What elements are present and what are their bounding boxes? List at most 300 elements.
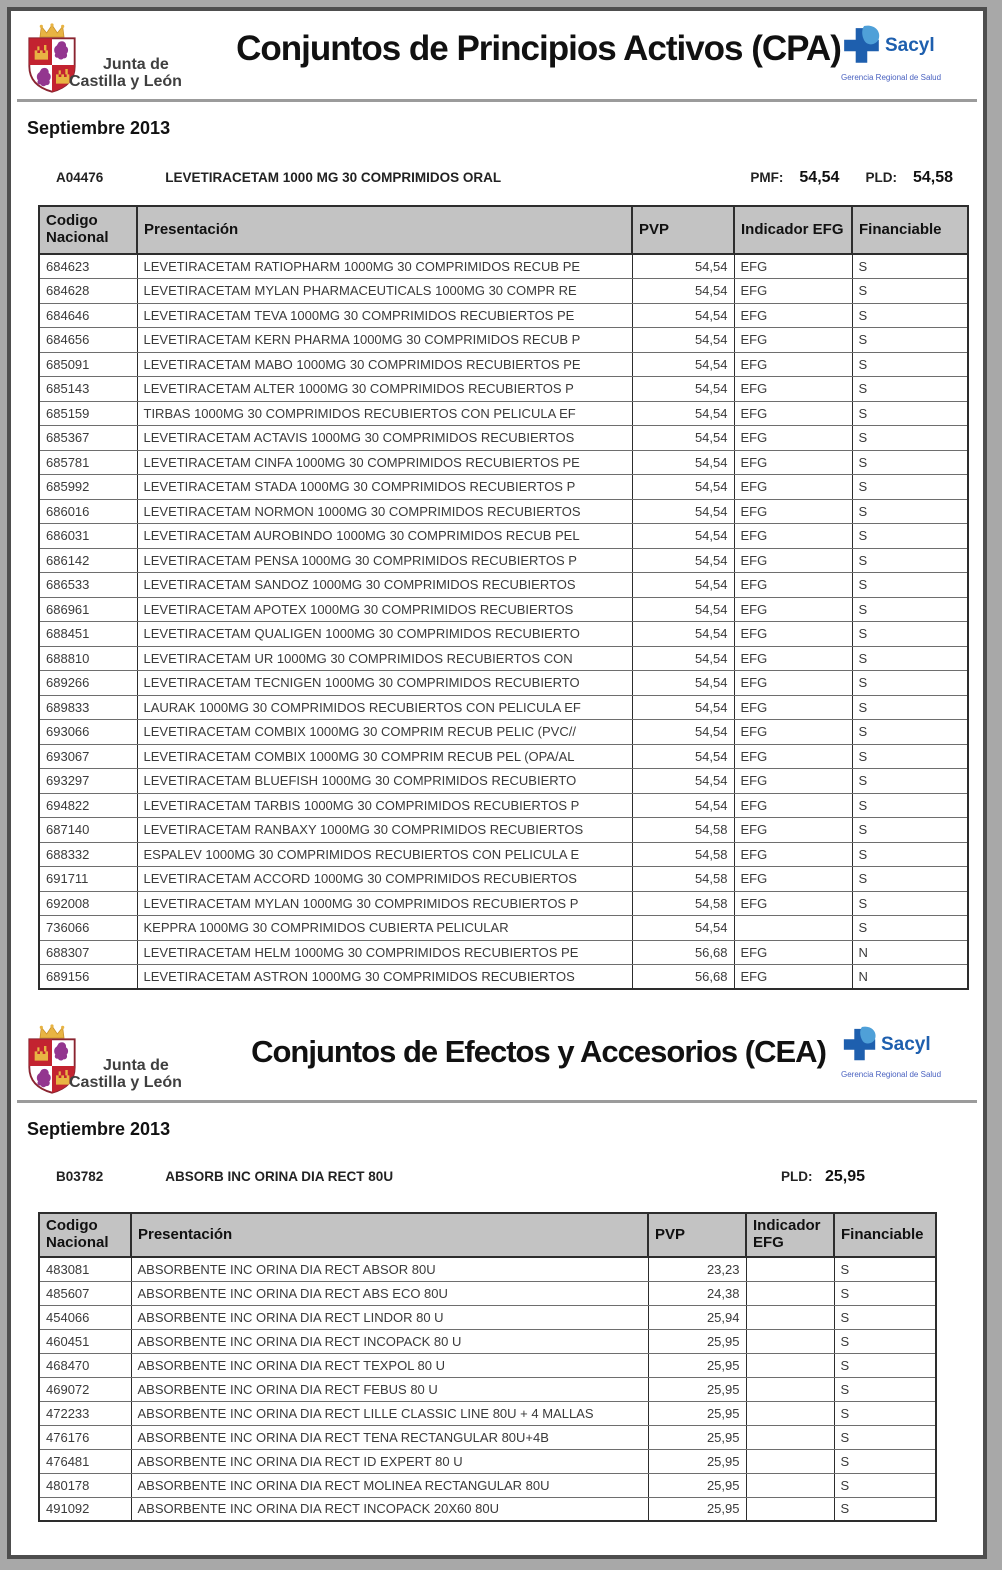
pmf-value: 54,54 <box>799 169 840 186</box>
cell-presentacion: ESPALEV 1000MG 30 COMPRIMIDOS RECUBIERTOS CON PELICULA E <box>137 842 632 867</box>
cell-financiable: S <box>852 499 968 524</box>
cea-table <box>38 1212 937 1522</box>
cell-financiable: S <box>852 769 968 794</box>
cell-codigo-nacional: 476176 <box>39 1425 131 1449</box>
cpa-pld-label: PLD: <box>865 170 897 185</box>
cell-codigo-nacional: 688451 <box>39 622 137 647</box>
cell-pvp: 25,95 <box>648 1353 746 1377</box>
cell-codigo-nacional: 483081 <box>39 1257 131 1281</box>
cell-presentacion: LEVETIRACETAM MABO 1000MG 30 COMPRIMIDOS RECUBIERTOS PE <box>137 352 632 377</box>
table-row <box>39 450 968 475</box>
cell-indicador-efg: EFG <box>734 622 852 647</box>
cpa-header <box>11 11 983 93</box>
column-header-pvp: PVP <box>632 206 734 254</box>
cell-codigo-nacional: 684656 <box>39 328 137 353</box>
cell-financiable: S <box>834 1425 936 1449</box>
table-row <box>39 622 968 647</box>
cell-pvp: 25,95 <box>648 1497 746 1521</box>
table-row <box>39 426 968 451</box>
cell-indicador-efg <box>746 1497 834 1521</box>
cell-presentacion: KEPPRA 1000MG 30 COMPRIMIDOS CUBIERTA PELICULAR <box>137 916 632 941</box>
cell-presentacion: ABSORBENTE INC ORINA DIA RECT TENA RECTANGULAR 80U+4B <box>131 1425 648 1449</box>
cpa-month: Septiembre 2013 <box>27 118 171 138</box>
table-row <box>39 916 968 941</box>
cell-codigo-nacional: 688810 <box>39 646 137 671</box>
cell-codigo-nacional: 685091 <box>39 352 137 377</box>
cell-indicador-efg: EFG <box>734 867 852 892</box>
cell-pvp: 25,95 <box>648 1329 746 1353</box>
cell-presentacion: LEVETIRACETAM RANBAXY 1000MG 30 COMPRIMIDOS RECUBIERTOS <box>137 818 632 843</box>
section-cea <box>11 1012 983 1522</box>
table-row <box>39 793 968 818</box>
cell-indicador-efg: EFG <box>734 401 852 426</box>
cell-financiable: S <box>852 426 968 451</box>
table-row <box>39 1449 936 1473</box>
cea-month: Septiembre 2013 <box>27 1119 171 1139</box>
cea-table-body <box>39 1257 936 1521</box>
cell-indicador-efg: EFG <box>734 548 852 573</box>
cell-indicador-efg: EFG <box>734 940 852 965</box>
junta-castilla-leon-logo <box>21 1022 236 1094</box>
cell-pvp: 54,54 <box>632 328 734 353</box>
cell-codigo-nacional: 460451 <box>39 1329 131 1353</box>
table-row <box>39 352 968 377</box>
cell-indicador-efg: EFG <box>734 328 852 353</box>
table-row <box>39 720 968 745</box>
cell-presentacion: LEVETIRACETAM SANDOZ 1000MG 30 COMPRIMIDOS RECUBIERTOS <box>137 573 632 598</box>
cell-codigo-nacional: 689833 <box>39 695 137 720</box>
cell-pvp: 54,54 <box>632 646 734 671</box>
cell-financiable: S <box>834 1305 936 1329</box>
cell-pvp: 54,54 <box>632 573 734 598</box>
table-row <box>39 769 968 794</box>
cell-codigo-nacional: 476481 <box>39 1449 131 1473</box>
cpa-product-name: LEVETIRACETAM 1000 MG 30 COMPRIMIDOS ORAL <box>165 170 502 185</box>
table-row <box>39 1377 936 1401</box>
cell-presentacion: LEVETIRACETAM AUROBINDO 1000MG 30 COMPRIMIDOS RECUB PEL <box>137 524 632 549</box>
cell-pvp: 54,58 <box>632 842 734 867</box>
cell-presentacion: TIRBAS 1000MG 30 COMPRIMIDOS RECUBIERTOS CON PELICULA EF <box>137 401 632 426</box>
cell-codigo-nacional: 472233 <box>39 1401 131 1425</box>
cell-pvp: 25,95 <box>648 1473 746 1497</box>
cell-indicador-efg: EFG <box>734 426 852 451</box>
cell-indicador-efg <box>746 1377 834 1401</box>
column-header-financiable: Financiable <box>834 1213 936 1257</box>
cell-indicador-efg <box>746 1425 834 1449</box>
cell-indicador-efg: EFG <box>734 524 852 549</box>
table-row <box>39 1305 936 1329</box>
cell-indicador-efg <box>746 1449 834 1473</box>
cell-indicador-efg: EFG <box>734 965 852 990</box>
cell-codigo-nacional: 684646 <box>39 303 137 328</box>
table-row <box>39 328 968 353</box>
cell-presentacion: LEVETIRACETAM ALTER 1000MG 30 COMPRIMIDOS RECUBIERTOS P <box>137 377 632 402</box>
cell-codigo-nacional: 454066 <box>39 1305 131 1329</box>
junta-castilla-leon-logo <box>21 21 236 93</box>
cell-financiable: S <box>852 793 968 818</box>
sacyl-subtitle: Gerencia Regional de Salud <box>841 73 942 82</box>
cell-codigo-nacional: 685781 <box>39 450 137 475</box>
table-row <box>39 891 968 916</box>
table-row <box>39 597 968 622</box>
cell-codigo-nacional: 686961 <box>39 597 137 622</box>
cell-pvp: 54,54 <box>632 524 734 549</box>
cell-pvp: 25,95 <box>648 1401 746 1425</box>
cpa-pld-value: 54,58 <box>912 169 953 186</box>
cell-pvp: 54,54 <box>632 401 734 426</box>
cell-financiable: S <box>834 1257 936 1281</box>
table-row <box>39 401 968 426</box>
cell-pvp: 54,54 <box>632 793 734 818</box>
cell-indicador-efg <box>746 1305 834 1329</box>
cell-financiable: S <box>852 254 968 279</box>
cell-codigo-nacional: 688307 <box>39 940 137 965</box>
cell-financiable: S <box>852 573 968 598</box>
table-row <box>39 818 968 843</box>
cell-codigo-nacional: 684628 <box>39 279 137 304</box>
cell-indicador-efg: EFG <box>734 818 852 843</box>
cell-financiable: S <box>852 303 968 328</box>
cell-financiable: S <box>852 475 968 500</box>
cell-pvp: 54,54 <box>632 303 734 328</box>
cell-codigo-nacional: 694822 <box>39 793 137 818</box>
cpa-product-line <box>11 169 983 187</box>
cell-pvp: 56,68 <box>632 965 734 990</box>
document-page <box>7 7 987 1559</box>
cell-codigo-nacional: 685159 <box>39 401 137 426</box>
cell-financiable: S <box>834 1497 936 1521</box>
cell-financiable: S <box>852 597 968 622</box>
cell-presentacion: LEVETIRACETAM UR 1000MG 30 COMPRIMIDOS RECUBIERTOS CON <box>137 646 632 671</box>
sacyl-cross-icon <box>841 25 883 67</box>
table-row <box>39 1401 936 1425</box>
cea-product-line <box>11 1168 983 1186</box>
cell-pvp: 54,54 <box>632 720 734 745</box>
cell-codigo-nacional: 687140 <box>39 818 137 843</box>
column-header-presentacion: Presentación <box>131 1213 648 1257</box>
cell-presentacion: LEVETIRACETAM RATIOPHARM 1000MG 30 COMPRIMIDOS RECUB PE <box>137 254 632 279</box>
cell-financiable: S <box>834 1449 936 1473</box>
cell-presentacion: ABSORBENTE INC ORINA DIA RECT LINDOR 80 U <box>131 1305 648 1329</box>
cell-codigo-nacional: 684623 <box>39 254 137 279</box>
cell-indicador-efg <box>746 1257 834 1281</box>
cell-presentacion: LEVETIRACETAM COMBIX 1000MG 30 COMPRIM RECUB PEL (OPA/AL <box>137 744 632 769</box>
cell-financiable: S <box>834 1281 936 1305</box>
cell-codigo-nacional: 469072 <box>39 1377 131 1401</box>
table-row <box>39 842 968 867</box>
cell-pvp: 54,54 <box>632 622 734 647</box>
cpa-header-row <box>39 206 968 254</box>
cell-codigo-nacional: 686016 <box>39 499 137 524</box>
cell-presentacion: ABSORBENTE INC ORINA DIA RECT ABSOR 80U <box>131 1257 648 1281</box>
cea-pld-label: PLD: <box>781 1169 813 1184</box>
cell-codigo-nacional: 686533 <box>39 573 137 598</box>
cell-presentacion: LEVETIRACETAM TARBIS 1000MG 30 COMPRIMIDOS RECUBIERTOS P <box>137 793 632 818</box>
cell-pvp: 54,54 <box>632 450 734 475</box>
table-row <box>39 744 968 769</box>
cell-indicador-efg: EFG <box>734 597 852 622</box>
table-row <box>39 475 968 500</box>
cell-pvp: 54,54 <box>632 254 734 279</box>
sacyl-name: Sacyl <box>885 35 935 56</box>
cell-presentacion: LEVETIRACETAM APOTEX 1000MG 30 COMPRIMIDOS RECUBIERTOS <box>137 597 632 622</box>
table-row <box>39 695 968 720</box>
table-row <box>39 1473 936 1497</box>
cell-pvp: 54,54 <box>632 916 734 941</box>
cell-indicador-efg: EFG <box>734 475 852 500</box>
table-row <box>39 573 968 598</box>
cell-indicador-efg <box>746 1401 834 1425</box>
cell-pvp: 54,58 <box>632 818 734 843</box>
cell-pvp: 54,54 <box>632 426 734 451</box>
cell-pvp: 25,95 <box>648 1449 746 1473</box>
cell-codigo-nacional: 692008 <box>39 891 137 916</box>
table-row <box>39 965 968 990</box>
table-row <box>39 1281 936 1305</box>
cell-financiable: S <box>852 744 968 769</box>
cea-header <box>11 1012 983 1094</box>
cell-presentacion: LEVETIRACETAM COMBIX 1000MG 30 COMPRIM RECUB PELIC (PVC// <box>137 720 632 745</box>
column-header-codigo-nacional: Codigo Nacional <box>39 1213 131 1257</box>
cell-financiable: S <box>852 622 968 647</box>
cell-financiable: S <box>852 891 968 916</box>
table-row <box>39 254 968 279</box>
column-header-indicador-efg: Indicador EFG <box>746 1213 834 1257</box>
cell-financiable: S <box>852 524 968 549</box>
table-row <box>39 524 968 549</box>
table-row <box>39 377 968 402</box>
cell-indicador-efg: EFG <box>734 303 852 328</box>
cell-indicador-efg: EFG <box>734 793 852 818</box>
cell-indicador-efg: EFG <box>734 695 852 720</box>
cell-presentacion: LEVETIRACETAM STADA 1000MG 30 COMPRIMIDOS RECUBIERTOS P <box>137 475 632 500</box>
cea-table-head <box>39 1213 936 1257</box>
table-row <box>39 671 968 696</box>
cell-financiable: S <box>852 867 968 892</box>
cell-presentacion: ABSORBENTE INC ORINA DIA RECT LILLE CLASSIC LINE 80U + 4 MALLAS <box>131 1401 648 1425</box>
cell-presentacion: ABSORBENTE INC ORINA DIA RECT FEBUS 80 U <box>131 1377 648 1401</box>
table-row <box>39 940 968 965</box>
cell-codigo-nacional: 693067 <box>39 744 137 769</box>
cell-pvp: 54,54 <box>632 279 734 304</box>
cell-indicador-efg <box>746 1353 834 1377</box>
cell-pvp: 23,23 <box>648 1257 746 1281</box>
cell-codigo-nacional: 685143 <box>39 377 137 402</box>
cell-presentacion: LEVETIRACETAM BLUEFISH 1000MG 30 COMPRIMIDOS RECUBIERTO <box>137 769 632 794</box>
cell-presentacion: LEVETIRACETAM MYLAN 1000MG 30 COMPRIMIDOS RECUBIERTOS P <box>137 891 632 916</box>
cell-financiable: S <box>834 1377 936 1401</box>
column-header-pvp: PVP <box>648 1213 746 1257</box>
table-row <box>39 646 968 671</box>
cell-indicador-efg: EFG <box>734 352 852 377</box>
cell-codigo-nacional: 480178 <box>39 1473 131 1497</box>
table-row <box>39 1425 936 1449</box>
table-row <box>39 303 968 328</box>
cell-financiable: N <box>852 940 968 965</box>
cell-indicador-efg: EFG <box>734 450 852 475</box>
cell-presentacion: LEVETIRACETAM TECNIGEN 1000MG 30 COMPRIMIDOS RECUBIERTO <box>137 671 632 696</box>
cell-presentacion: ABSORBENTE INC ORINA DIA RECT ID EXPERT 80 U <box>131 1449 648 1473</box>
cea-header-row <box>39 1213 936 1257</box>
cea-product-name: ABSORB INC ORINA DIA RECT 80U <box>165 1169 394 1184</box>
cell-pvp: 54,54 <box>632 352 734 377</box>
cell-indicador-efg: EFG <box>734 891 852 916</box>
cell-financiable: S <box>852 401 968 426</box>
cell-financiable: S <box>852 646 968 671</box>
table-row <box>39 1257 936 1281</box>
cell-presentacion: LEVETIRACETAM KERN PHARMA 1000MG 30 COMPRIMIDOS RECUB P <box>137 328 632 353</box>
cell-indicador-efg <box>746 1281 834 1305</box>
cell-financiable: S <box>852 548 968 573</box>
cell-financiable: S <box>852 916 968 941</box>
cell-pvp: 54,58 <box>632 891 734 916</box>
cell-indicador-efg: EFG <box>734 499 852 524</box>
cell-indicador-efg: EFG <box>734 254 852 279</box>
cell-codigo-nacional: 691711 <box>39 867 137 892</box>
cell-financiable: S <box>834 1473 936 1497</box>
cell-codigo-nacional: 686142 <box>39 548 137 573</box>
cell-financiable: S <box>852 377 968 402</box>
cell-presentacion: ABSORBENTE INC ORINA DIA RECT MOLINEA RECTANGULAR 80U <box>131 1473 648 1497</box>
cpa-product-code: A04476 <box>56 170 104 185</box>
cell-presentacion: LEVETIRACETAM QUALIGEN 1000MG 30 COMPRIMIDOS RECUBIERTO <box>137 622 632 647</box>
cell-pvp: 54,54 <box>632 548 734 573</box>
cell-indicador-efg <box>746 1473 834 1497</box>
junta-logo-text <box>69 1058 182 1092</box>
cell-codigo-nacional: 689156 <box>39 965 137 990</box>
cell-presentacion: LEVETIRACETAM NORMON 1000MG 30 COMPRIMIDOS RECUBIERTOS <box>137 499 632 524</box>
cell-pvp: 25,94 <box>648 1305 746 1329</box>
cell-pvp: 54,54 <box>632 597 734 622</box>
cell-codigo-nacional: 485607 <box>39 1281 131 1305</box>
cell-financiable: S <box>834 1329 936 1353</box>
junta-line2: Castilla y León <box>69 1074 182 1092</box>
cell-presentacion: ABSORBENTE INC ORINA DIA RECT ABS ECO 80U <box>131 1281 648 1305</box>
cell-pvp: 25,95 <box>648 1377 746 1401</box>
cpa-title: Conjuntos de Principios Activos (CPA) <box>236 29 841 68</box>
table-row <box>39 1497 936 1521</box>
table-row <box>39 279 968 304</box>
cell-codigo-nacional: 736066 <box>39 916 137 941</box>
cell-indicador-efg: EFG <box>734 279 852 304</box>
cell-codigo-nacional: 689266 <box>39 671 137 696</box>
junta-line1: Junta de <box>103 56 169 74</box>
cell-codigo-nacional: 468470 <box>39 1353 131 1377</box>
cell-presentacion: LEVETIRACETAM TEVA 1000MG 30 COMPRIMIDOS RECUBIERTOS PE <box>137 303 632 328</box>
cell-presentacion: LAURAK 1000MG 30 COMPRIMIDOS RECUBIERTOS CON PELICULA EF <box>137 695 632 720</box>
cell-presentacion: LEVETIRACETAM ACCORD 1000MG 30 COMPRIMIDOS RECUBIERTOS <box>137 867 632 892</box>
cell-pvp: 54,54 <box>632 695 734 720</box>
cell-presentacion: LEVETIRACETAM MYLAN PHARMACEUTICALS 1000MG 30 COMPR RE <box>137 279 632 304</box>
table-row <box>39 867 968 892</box>
junta-line2: Castilla y León <box>69 73 182 91</box>
cell-codigo-nacional: 491092 <box>39 1497 131 1521</box>
junta-line1: Junta de <box>103 1057 169 1075</box>
cell-indicador-efg: EFG <box>734 720 852 745</box>
cell-pvp: 54,58 <box>632 867 734 892</box>
column-header-presentacion: Presentación <box>137 206 632 254</box>
cell-indicador-efg <box>734 916 852 941</box>
cell-financiable: S <box>852 328 968 353</box>
table-row <box>39 499 968 524</box>
sacyl-logo <box>841 1022 973 1079</box>
cell-indicador-efg: EFG <box>734 842 852 867</box>
cell-codigo-nacional: 686031 <box>39 524 137 549</box>
cpa-table-body <box>39 254 968 989</box>
cell-pvp: 54,54 <box>632 475 734 500</box>
pmf-label: PMF: <box>750 170 784 185</box>
cell-indicador-efg <box>746 1329 834 1353</box>
cell-financiable: S <box>852 279 968 304</box>
cell-pvp: 54,54 <box>632 377 734 402</box>
cell-pvp: 54,54 <box>632 499 734 524</box>
header-rule <box>17 99 977 102</box>
cell-indicador-efg: EFG <box>734 573 852 598</box>
cell-presentacion: ABSORBENTE INC ORINA DIA RECT INCOPACK 20X60 80U <box>131 1497 648 1521</box>
cpa-table-head <box>39 206 968 254</box>
cea-product-code: B03782 <box>56 1169 104 1184</box>
cell-indicador-efg: EFG <box>734 646 852 671</box>
header-rule <box>17 1100 977 1103</box>
cell-codigo-nacional: 685992 <box>39 475 137 500</box>
cell-pvp: 25,95 <box>648 1425 746 1449</box>
junta-logo-text <box>69 57 182 91</box>
cell-indicador-efg: EFG <box>734 769 852 794</box>
cell-codigo-nacional: 688332 <box>39 842 137 867</box>
cell-pvp: 24,38 <box>648 1281 746 1305</box>
cell-presentacion: LEVETIRACETAM PENSA 1000MG 30 COMPRIMIDOS RECUBIERTOS P <box>137 548 632 573</box>
cell-pvp: 54,54 <box>632 744 734 769</box>
cell-financiable: S <box>852 720 968 745</box>
cea-title: Conjuntos de Efectos y Accesorios (CEA) <box>251 1034 826 1069</box>
cell-presentacion: LEVETIRACETAM CINFA 1000MG 30 COMPRIMIDOS RECUBIERTOS PE <box>137 450 632 475</box>
cell-codigo-nacional: 693066 <box>39 720 137 745</box>
column-header-financiable: Financiable <box>852 206 968 254</box>
column-header-codigo-nacional: Codigo Nacional <box>39 206 137 254</box>
cell-indicador-efg: EFG <box>734 744 852 769</box>
section-cpa <box>11 11 983 990</box>
table-row <box>39 1353 936 1377</box>
table-row <box>39 1329 936 1353</box>
column-header-indicador-efg: Indicador EFG <box>734 206 852 254</box>
cell-presentacion: ABSORBENTE INC ORINA DIA RECT TEXPOL 80 U <box>131 1353 648 1377</box>
cell-financiable: S <box>834 1353 936 1377</box>
cell-financiable: S <box>852 671 968 696</box>
table-row <box>39 548 968 573</box>
cell-pvp: 54,54 <box>632 671 734 696</box>
cpa-table <box>38 205 969 990</box>
cell-codigo-nacional: 685367 <box>39 426 137 451</box>
cell-financiable: S <box>852 818 968 843</box>
sacyl-name: Sacyl <box>881 1034 931 1055</box>
cell-financiable: N <box>852 965 968 990</box>
cell-presentacion: ABSORBENTE INC ORINA DIA RECT INCOPACK 80 U <box>131 1329 648 1353</box>
cell-indicador-efg: EFG <box>734 377 852 402</box>
cea-pld-value: 25,95 <box>824 1168 865 1185</box>
cell-presentacion: LEVETIRACETAM ACTAVIS 1000MG 30 COMPRIMIDOS RECUBIERTOS <box>137 426 632 451</box>
sacyl-logo <box>841 21 973 82</box>
cell-financiable: S <box>852 842 968 867</box>
cell-financiable: S <box>852 695 968 720</box>
cell-codigo-nacional: 693297 <box>39 769 137 794</box>
cell-financiable: S <box>852 352 968 377</box>
sacyl-cross-icon <box>841 1026 879 1064</box>
cell-indicador-efg: EFG <box>734 671 852 696</box>
cell-presentacion: LEVETIRACETAM ASTRON 1000MG 30 COMPRIMIDOS RECUBIERTOS <box>137 965 632 990</box>
cell-presentacion: LEVETIRACETAM HELM 1000MG 30 COMPRIMIDOS RECUBIERTOS PE <box>137 940 632 965</box>
cell-pvp: 56,68 <box>632 940 734 965</box>
cell-financiable: S <box>834 1401 936 1425</box>
